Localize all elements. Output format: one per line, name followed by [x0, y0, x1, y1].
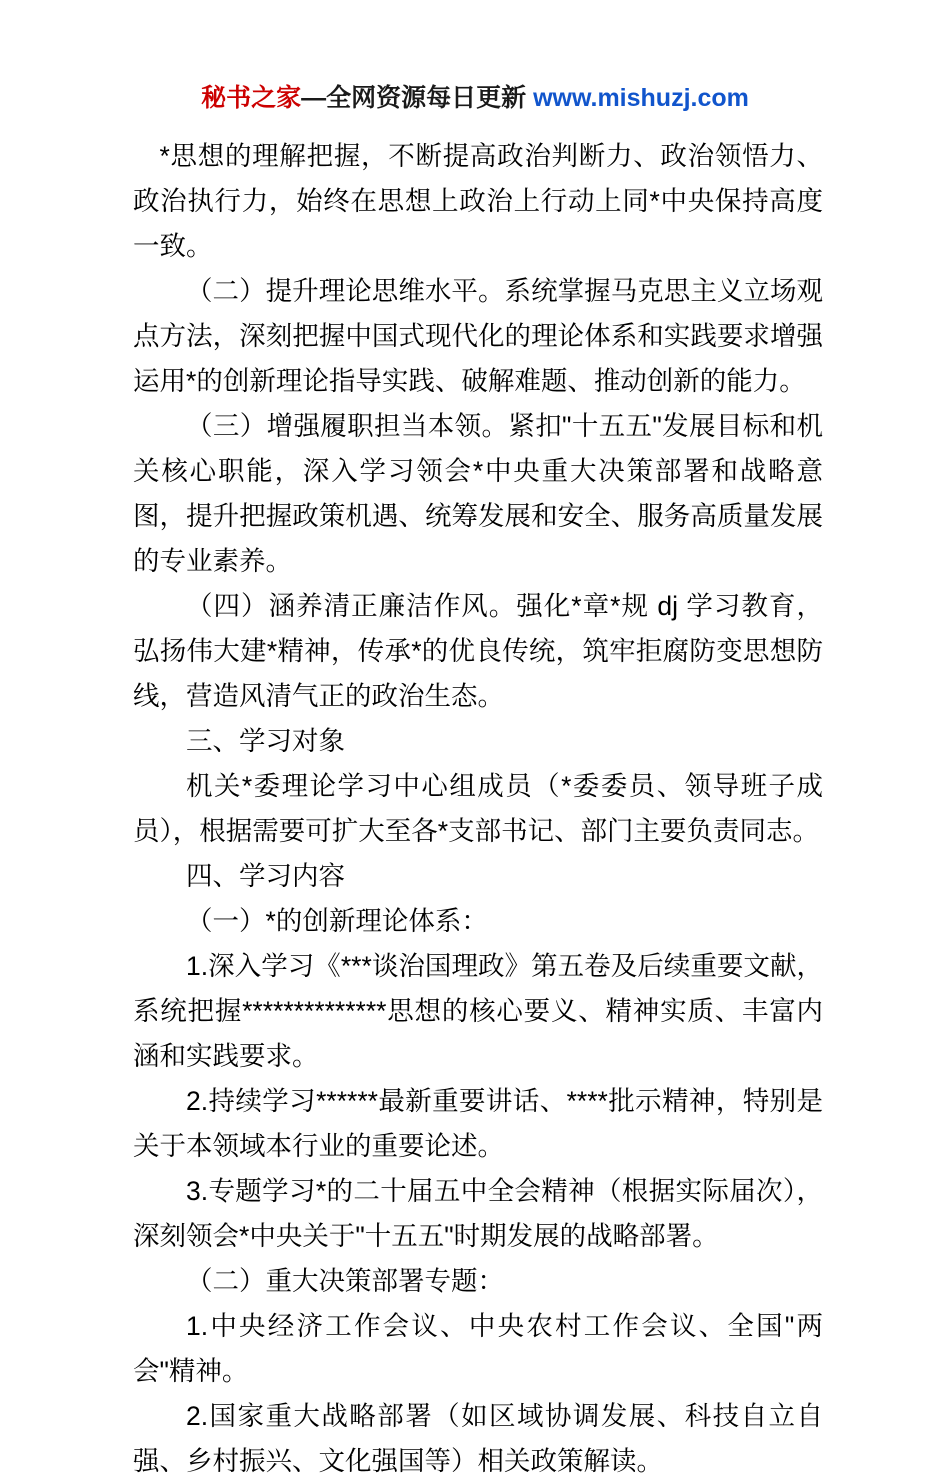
paragraph: 2.持续学习******最新重要讲话、****批示精神，特别是关于本领域本行业的重要论述。: [133, 1086, 823, 1161]
site-watermark: [0, 78, 950, 114]
paragraph: （二）重大决策部署专题：: [186, 1266, 504, 1296]
paragraph: 3.专题学习*的二十届五中全会精神（根据实际届次），深刻领会*中央关于"十五五"时期发展的战略部署。: [133, 1176, 823, 1251]
paragraph: 1.中央经济工作会议、中央农村工作会议、全国"两会"精神。: [133, 1311, 823, 1386]
paragraph: （四）涵养清正廉洁作风。强化*章*规 dj 学习教育，弘扬伟大建*精神，传承*的优良传统，筑牢拒腐防变思想防线，营造风清气正的政治生态。: [133, 591, 823, 711]
paragraph: 1.深入学习《***谈治国理政》第五卷及后续重要文献，系统把握**************思想的核心要义、精神实质、丰富内涵和实践要求。: [133, 951, 823, 1071]
paragraph: （三）增强履职担当本领。紧扣"十五五"发展目标和机关核心职能，深入学习领会*中央重大决策部署和战略意图，提升把握政策机遇、统筹发展和安全、服务高质量发展的专业素养。: [133, 411, 823, 576]
watermark-site-url: www.mishuzj.com: [533, 84, 749, 112]
section-heading: 四、学习内容: [186, 861, 345, 891]
paragraph: （二）提升理论思维水平。系统掌握马克思主义立场观点方法，深刻把握中国式现代化的理论体系和实践要求增强运用*的创新理论指导实践、破解难题、推动创新的能力。: [133, 276, 823, 396]
watermark-tagline: —全网资源每日更新: [301, 84, 534, 112]
section-heading: 三、学习对象: [186, 726, 345, 756]
paragraph: *思想的理解把握，不断提高政治判断力、政治领悟力、政治执行力，始终在思想上政治上行动上同*中央保持高度一致。: [133, 141, 823, 261]
paragraph: 机关*委理论学习中心组成员（*委委员、领导班子成员），根据需要可扩大至各*支部书记、部门主要负责同志。: [133, 771, 823, 846]
paragraph: （一）*的创新理论体系：: [186, 906, 488, 936]
watermark-brand: 秘书之家: [201, 84, 302, 112]
document-body: [133, 134, 823, 1484]
paragraph: 2.国家重大战略部署（如区域协调发展、科技自立自强、乡村振兴、文化强国等）相关政策解读。: [133, 1401, 823, 1476]
